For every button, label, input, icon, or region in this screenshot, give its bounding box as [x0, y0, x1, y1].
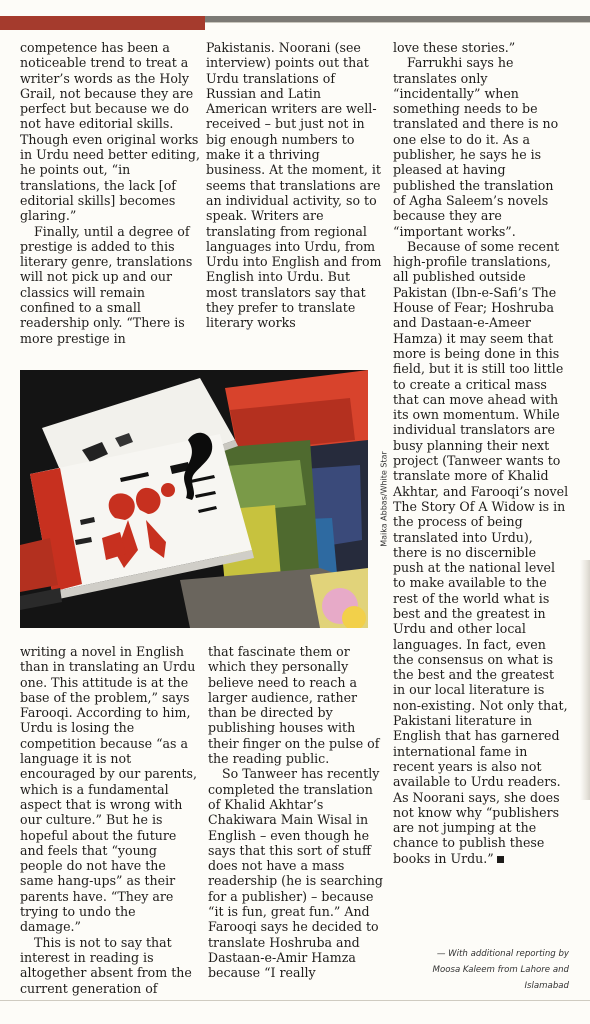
header-rule	[205, 22, 590, 23]
paragraph: Pakistanis. Noorani (see interview) points out that Urdu translations of Russian and Latin American writers are well-received – but just not in big enough numbers to make it a thriving business. At the moment, it seems that translations are an individual activity, so to speak. Writers are translating from regional languages into Urdu, from Urdu into English and from English into Urdu. But most translators say that they prefer to translate literary works	[206, 40, 382, 331]
paragraph: So Tanweer has recently completed the translation of Khalid Akhtar’s Chakiwara Main Wisal in English – even though he says that this sort of stuff does not have a mass readership (he is searching for a publisher) – because “it is fun, great fun.” And Farooqi says he decided to translate Hoshruba and Dastaan-e-Amir Hamza because “I really	[208, 766, 383, 981]
paragraph: love these stories.”	[393, 40, 516, 55]
end-of-article-mark	[497, 856, 504, 863]
article-column-4	[20, 644, 200, 996]
paragraph: that fascinate them or which they personally believe need to reach a larger audience, rather than be directed by publishing houses with their finger on the pulse of the reading public.	[208, 644, 380, 767]
reporting-credit-line: Moosa Kaleem from Lahore and	[432, 965, 569, 975]
article-column-5	[208, 644, 386, 981]
paragraph: Finally, until a degree of prestige is added to this literary genre, translations will not pick up and our classics will remain confined to a small readership only. “There is more prestige in	[20, 223, 193, 346]
books-photo	[20, 370, 368, 628]
article-column-3	[393, 40, 569, 866]
reporting-credit-line: — With additional reporting by	[436, 949, 569, 959]
photo-credit	[378, 370, 390, 628]
paragraph-text: Because of some recent high-profile translations, all published outside Pakistan (Ibn-e-Safi’s The House of Fear; Hoshruba and Dastaan-e-Ameer Hamza) it may seem that more is being done in this field, but it is still too little to create a critical mass that can move ahead with its own momentum. While individual translators are busy planning their next project (Tanweer wants to translate more of Khalid Akhtar, and Farooqi’s novel The Story Of A Widow is in the process of being translated into Urdu), there is no discernible push at the national level to make available to the rest of the world what is best and the greatest in Urdu and other local languages. In fact, even the consensus on what is the best and the greatest in our local literature is non-existing. Not only that, Pakistani literature in English that has garnered international fame in recent years is also not available to Urdu readers. As Noorani says, she does not know why “publishers are not jumping at the chance to publish these books in Urdu.”	[393, 238, 569, 866]
paragraph: writing a novel in English than in translating an Urdu one. This attitude is at the base of the problem,” says Farooqi. According to him, Urdu is losing the competition because “as a language it is not encouraged by our parents, which is a fundamental aspect that is wrong with our culture.” But he is hopeful about the future and feels that “young people do not have the same hang-ups” as their parents have. “They are trying to undo the damage.”	[20, 644, 197, 935]
page-curl-shadow	[580, 560, 590, 800]
article-column-1	[20, 40, 200, 346]
paragraph: competence has been a noticeable trend to treat a writer’s words as the Holy Grail, not because they are perfect but because we do not have editorial skills. Though even original works in Urdu need better editing, he points out, “in translations, the lack [of editorial skills] becomes glaring.”	[20, 40, 200, 224]
photo-credit-text: Maika Abbas/White Star	[379, 451, 389, 547]
paragraph: This is not to say that interest in reading is altogether absent from the current generation of	[20, 934, 192, 996]
page-bottom-rule	[0, 1000, 590, 1001]
header-red-bar	[0, 16, 205, 30]
reporting-credit-line: Islamabad	[524, 981, 569, 991]
books-illustration	[20, 370, 368, 628]
article-column-2	[206, 40, 382, 331]
paragraph: Farrukhi says he translates only “incidentally” when something needs to be translated and there is no one else to do it. As a publisher, he says he is pleased at having published the translation of Agha Saleem’s novels because they are “important works”.	[393, 55, 559, 239]
paragraph	[393, 239, 569, 866]
reporting-credit	[393, 946, 569, 994]
